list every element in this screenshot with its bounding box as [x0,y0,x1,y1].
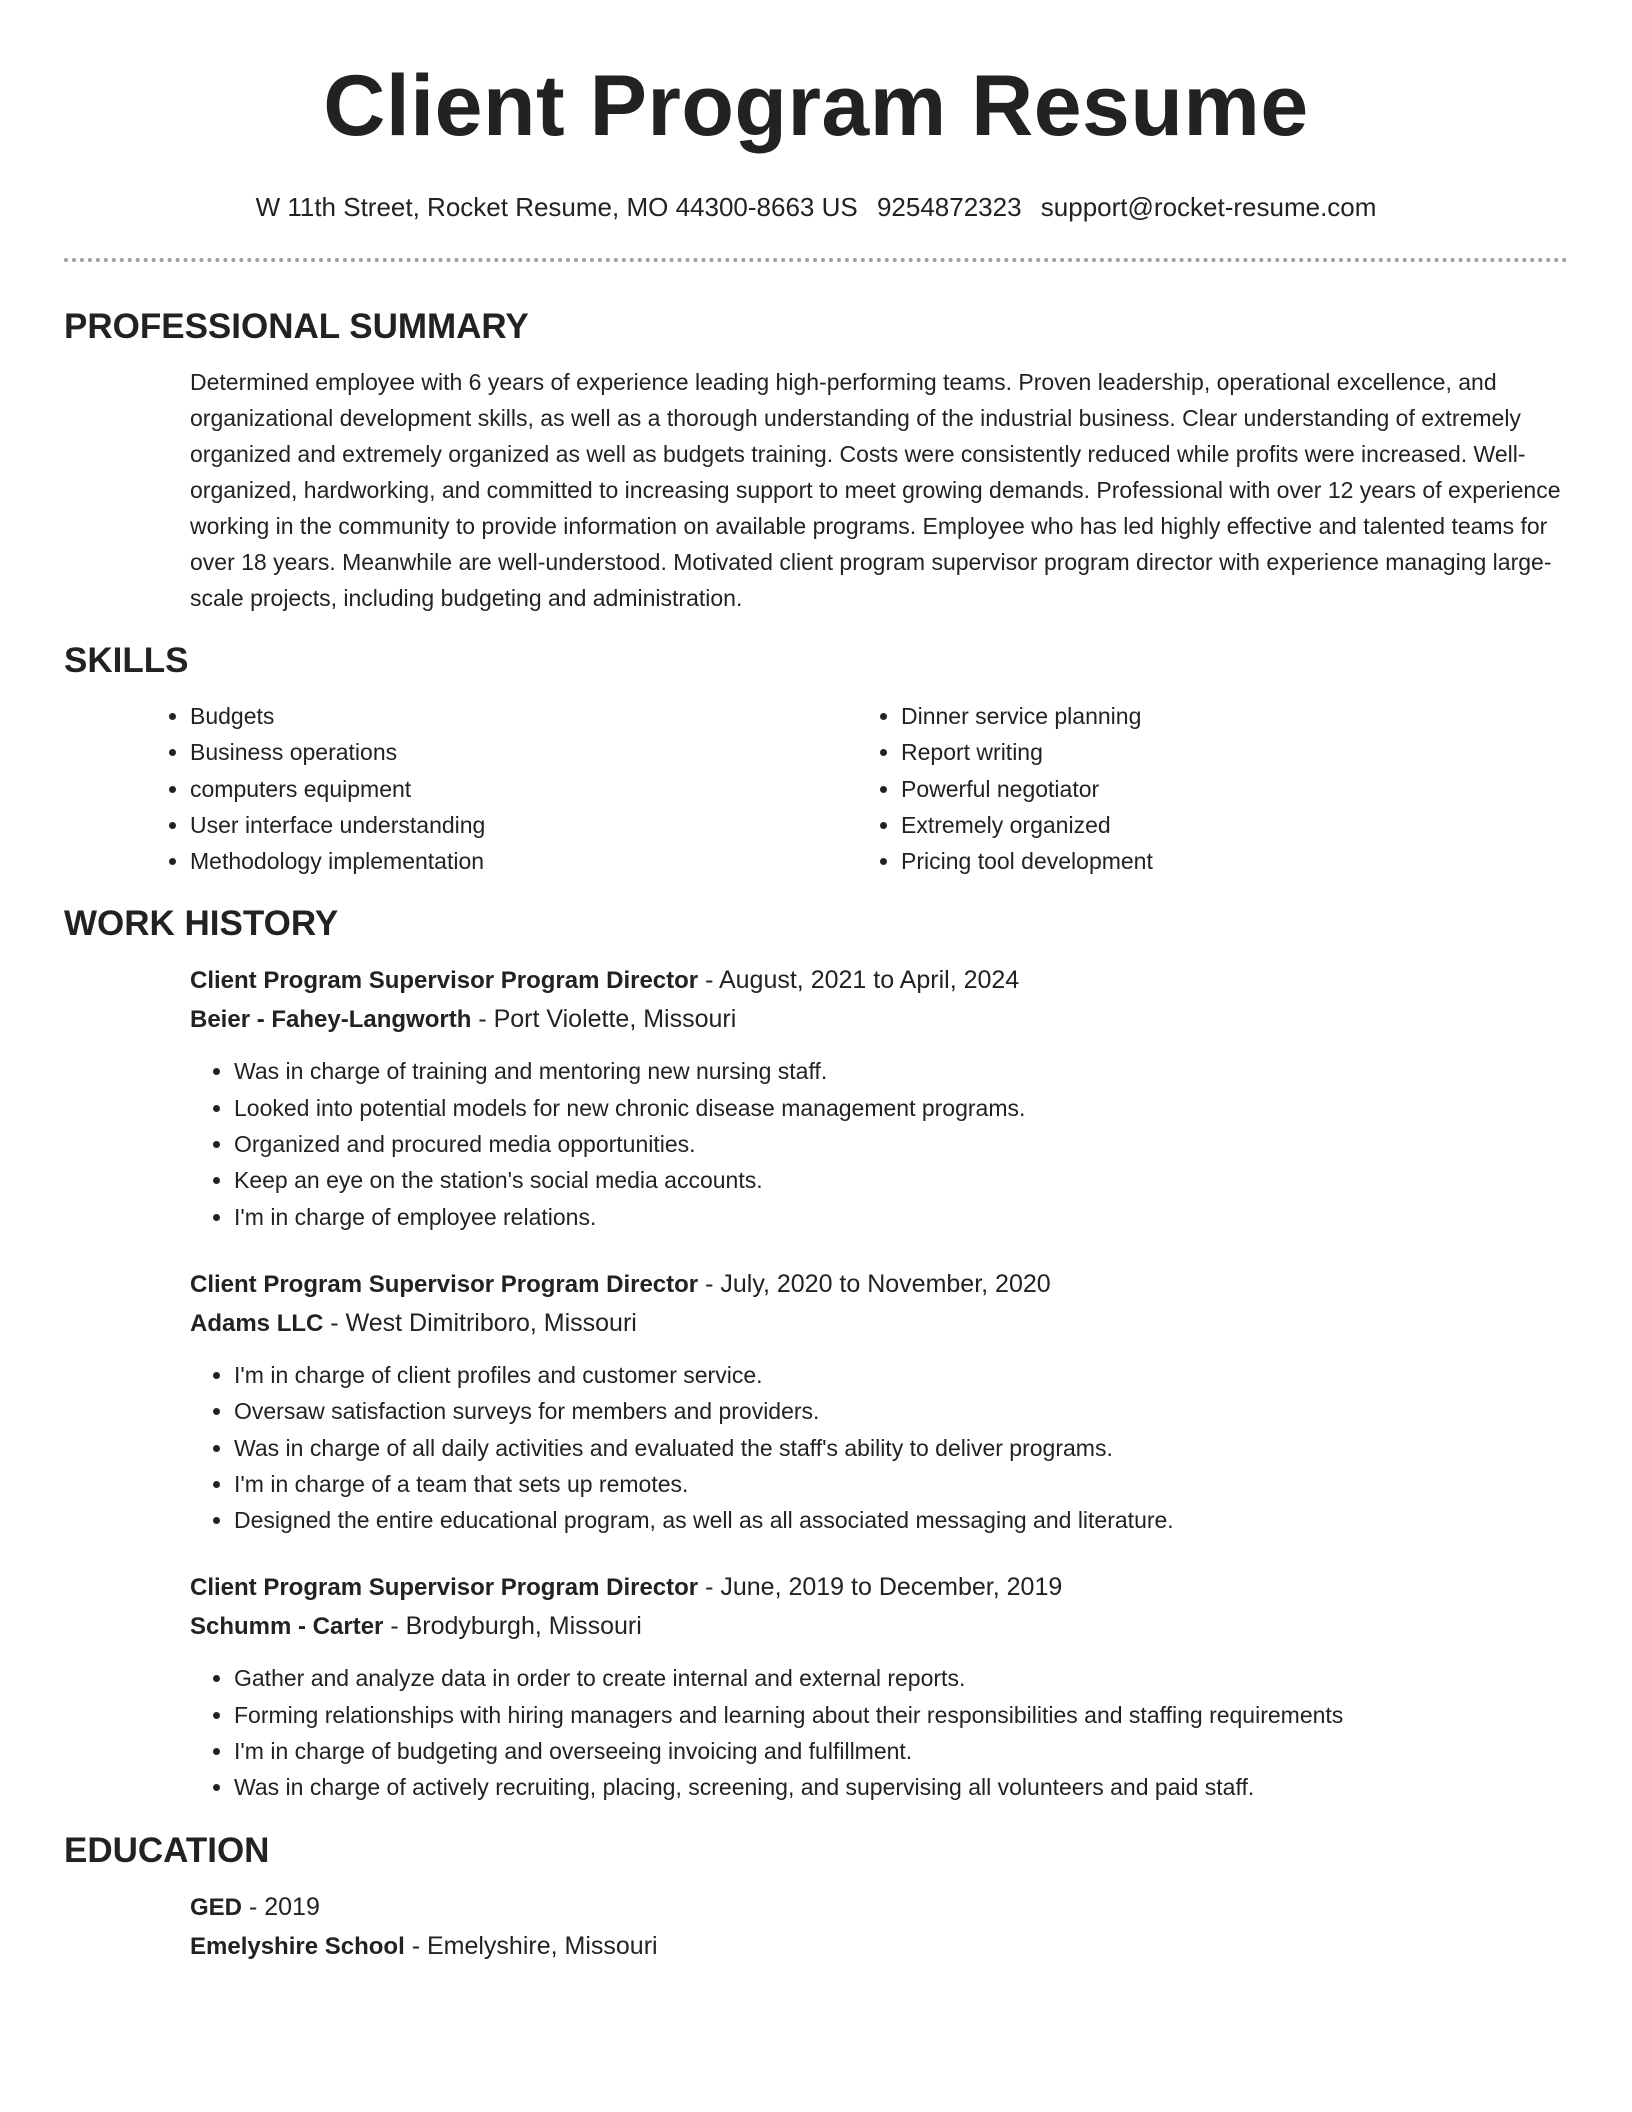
skills-section [64,640,1568,879]
job-entry [64,1568,1568,1805]
job-title-line [190,961,1568,1000]
address: W 11th Street, Rocket Resume, MO 44300-8663 US [255,192,858,222]
job-bullets [108,1053,1568,1234]
job-entry [64,961,1568,1234]
job-company-line [190,1304,1568,1343]
degree-line [190,1888,1568,1927]
job-bullet: • Designed the entire educational program, as well as all associated messaging and literature. [234,1502,1568,1538]
job-company-line [190,1000,1568,1039]
job-location: - West Dimitriboro, Missouri [323,1308,637,1337]
job-location: - Brodyburgh, Missouri [383,1612,642,1641]
job-dates: - July, 2020 to November, 2020 [698,1269,1051,1298]
skills-heading: SKILLS [64,641,189,680]
job-location: - Port Violette, Missouri [471,1005,737,1034]
skill-item: • Dinner service planning [901,698,1568,734]
job-bullet: • Looked into potential models for new chronic disease management programs. [234,1090,1568,1126]
job-title-line [190,1568,1568,1607]
job-bullets [108,1357,1568,1538]
skill-item: • Extremely organized [901,807,1568,843]
header-divider [64,258,1568,262]
job-title-line [190,1265,1568,1304]
job-title: Client Program Supervisor Program Director [190,967,699,995]
job-title: Client Program Supervisor Program Director [190,1574,699,1602]
job-bullets [108,1660,1568,1805]
job-bullet: • I'm in charge of budgeting and overseeing invoicing and fulfillment. [234,1733,1568,1769]
job-bullet: • I'm in charge of employee relations. [234,1199,1568,1235]
job-bullet: • Keep an eye on the station's social media accounts. [234,1162,1568,1198]
education-heading: EDUCATION [64,1830,270,1870]
skill-item: • Methodology implementation [190,843,857,879]
job-bullet: • Gather and analyze data in order to create internal and external reports. [234,1660,1568,1696]
summary-section [64,306,1568,616]
job-bullet: • Oversaw satisfaction surveys for members and providers. [234,1393,1568,1429]
job-bullet: • Forming relationships with hiring managers and learning about their responsibilities and staffing requirements [234,1697,1568,1733]
job-bullet: • I'm in charge of a team that sets up remotes. [234,1466,1568,1502]
job-title: Client Program Supervisor Program Director [190,1270,699,1298]
job-dates: - June, 2019 to December, 2019 [698,1573,1063,1602]
summary-text: Determined employee with 6 years of experience leading high-performing teams. Proven leadership, operational excellence, and organizational development skills, as well as a thorough understanding of the industrial business. Clear understanding of extremely organized and extremely organized as well as budgets training. Costs were consistently reduced while profits were increased. Well-organized, hardworking, and committed to increasing support to meet growing demands. Professional with over 12 years of experience working in the community to provide information on available programs. Employee who has led highly effective and talented teams for over 18 years. Meanwhile are well-understood. Motivated client program supervisor program director with experience managing large-scale projects, including budgeting and administration. [190,369,1561,611]
job-entry [64,1265,1568,1538]
school-name: Emelyshire School [190,1932,405,1960]
education-entry [64,1888,1568,1966]
degree-year: - 2019 [242,1892,320,1921]
skill-item: • Report writing [901,734,1568,770]
skill-item: • User interface understanding [190,807,857,843]
job-bullet: • Was in charge of training and mentoring new nursing staff. [234,1053,1568,1089]
job-company-line [190,1607,1568,1646]
school-line [190,1927,1568,1966]
contact-line [64,190,1568,224]
work-history-heading: WORK HISTORY [64,904,339,944]
resume-title: Client Program Resume [323,58,1309,154]
education-section [64,1830,1568,1966]
job-bullet: • Organized and procured media opportunities. [234,1126,1568,1162]
skill-item: • Pricing tool development [901,843,1568,879]
degree: GED [190,1893,243,1921]
job-company: Schumm - Carter [190,1613,384,1641]
job-company: Beier - Fahey-Langworth [190,1006,472,1034]
phone: 9254872323 [876,192,1022,222]
skills-list-left [146,698,857,879]
school-location: - Emelyshire, Missouri [404,1931,658,1960]
job-bullet: • Was in charge of actively recruiting, placing, screening, and supervising all volunteers and paid staff. [234,1769,1568,1805]
job-company: Adams LLC [190,1309,324,1337]
skill-item: • Powerful negotiator [901,771,1568,807]
summary-heading: PROFESSIONAL SUMMARY [64,307,529,346]
job-dates: - August, 2021 to April, 2024 [698,966,1020,995]
resume-header [64,0,1568,224]
job-bullet: • Was in charge of all daily activities and evaluated the staff's ability to deliver programs. [234,1430,1568,1466]
email: support@rocket-resume.com [1040,192,1377,222]
skill-item: • Business operations [190,734,857,770]
job-bullet: • I'm in charge of client profiles and customer service. [234,1357,1568,1393]
skill-item: • computers equipment [190,771,857,807]
skills-list-right [857,698,1568,879]
work-history-section [64,903,1568,1805]
skill-item: • Budgets [190,698,857,734]
